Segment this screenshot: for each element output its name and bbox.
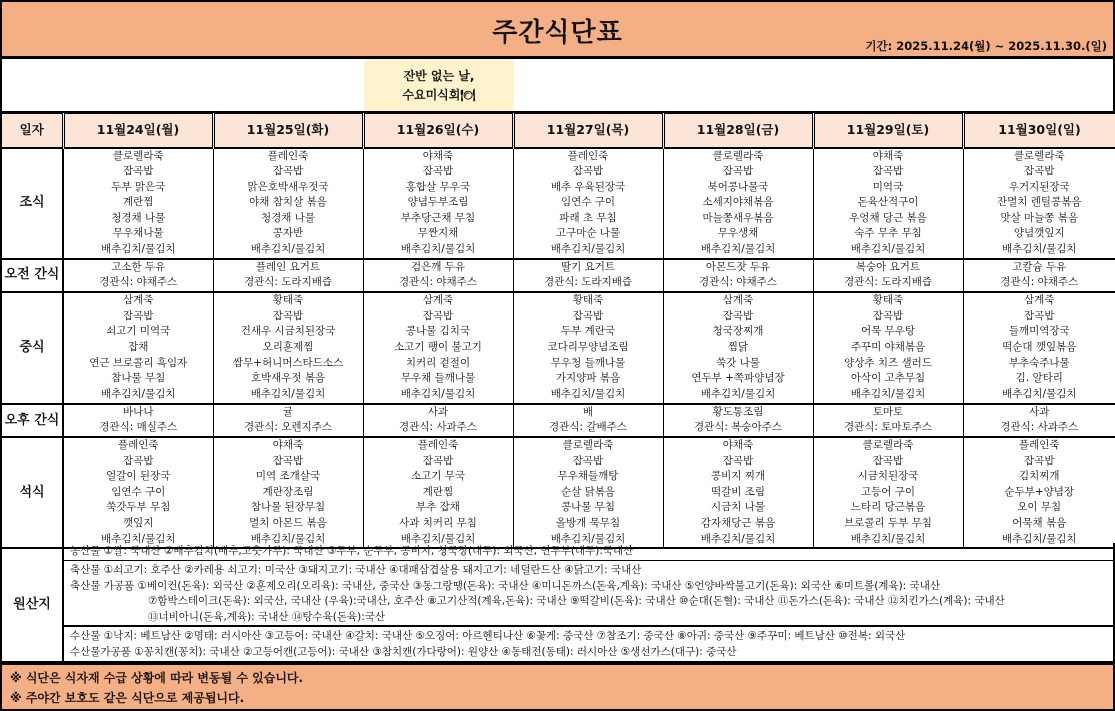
menu-item: 소고기 팽이 불고기 (394, 341, 482, 354)
menu-item: 경관식: 매실주스 (99, 421, 178, 434)
menu-item: 연두부 +쪽파양념장 (691, 372, 785, 385)
menu-item: 잡곡밥 (872, 309, 904, 322)
menu-item: 배추 우육된장국 (550, 180, 626, 193)
menu-item: 배추김치/물김치 (400, 243, 476, 256)
menu-item: 황태죽 (272, 294, 304, 307)
menu-item: 사과 치커리 무침 (399, 517, 477, 529)
menu-item: 올방개 묵무침 (555, 517, 621, 529)
menu-item: 양상추 치즈 샐러드 (844, 356, 932, 369)
menu-item: 야채죽 (722, 439, 754, 452)
footer-notes (0, 663, 1115, 711)
menu-cell (63, 437, 213, 548)
meal-label: 조식 (1, 148, 63, 259)
menu-cell (813, 148, 963, 259)
menu-cell (813, 292, 963, 404)
menu-item: 귤 (282, 405, 294, 418)
menu-item: 순살 닭볶음 (560, 485, 616, 498)
menu-item: 돈육산적구이 (857, 196, 919, 209)
menu-item: 떡순대 깻잎볶음 (1002, 341, 1077, 354)
menu-item: 딸기 요거트 (560, 260, 616, 273)
menu-cell (663, 404, 813, 437)
menu-item: 콩자반 (272, 227, 304, 240)
menu-item: 배추김치/물김치 (250, 243, 326, 256)
menu-item: 쑥갓두부 무침 (106, 501, 171, 514)
meal-label: 오전 간식 (1, 259, 63, 292)
menu-item: 경관식: 복숭아주스 (693, 421, 783, 434)
menu-item: 경관식: 야채주스 (99, 276, 178, 289)
menu-item: 고구마순 나물 (555, 227, 621, 240)
menu-item: 야채죽 (272, 439, 304, 452)
menu-item: 고등어 구이 (860, 485, 916, 498)
meal-label: 오후 간식 (1, 404, 63, 437)
menu-item: 황태죽 (872, 294, 904, 307)
menu-item: 배추김치/물김치 (400, 532, 476, 545)
day-header: 11월29일(토) (813, 114, 963, 148)
menu-item: 잡곡밥 (1024, 165, 1055, 178)
menu-cell (213, 437, 363, 548)
menu-item: 두부 계란국 (560, 325, 616, 338)
menu-item: 김치찌개 (1018, 470, 1060, 483)
menu-item: 배추김치/물김치 (550, 532, 626, 545)
menu-item: 미역국 (872, 180, 904, 193)
menu-item: 참나물 무침 (111, 372, 166, 385)
menu-cell (663, 259, 813, 292)
origin-livestock-processed-3: ⑬너비아니(돈육,계육): 국내산 ⑭탕수육(돈육):국산 (148, 610, 386, 623)
menu-item: 잡곡밥 (1024, 454, 1055, 467)
menu-item: 배추김치/물김치 (550, 387, 626, 400)
notice-line-1: 잔반 없는 날, (403, 69, 475, 83)
menu-item: 코다리무양념조림 (547, 341, 629, 354)
menu-cell (363, 259, 513, 292)
menu-item: 멸치 아몬드 볶음 (249, 517, 327, 529)
menu-item: 삼계죽 (422, 294, 454, 307)
origin-section (0, 543, 1115, 663)
menu-item: 김. 알타리 (1015, 372, 1063, 385)
menu-cell (963, 148, 1115, 259)
menu-item: 두부 맑은국 (111, 180, 166, 193)
menu-item: 오이 무침 (1017, 501, 1062, 514)
menu-item: 청경채 나물 (111, 211, 166, 224)
footer-note: ※ 식단은 식자재 수급 상황에 따라 변동될 수 있습니다. (10, 671, 304, 685)
menu-cell (663, 437, 813, 548)
meal-label: 중식 (1, 292, 63, 404)
menu-item: 경관식: 사과주스 (399, 421, 477, 434)
menu-cell (513, 437, 663, 548)
menu-item: 잡곡밥 (272, 454, 304, 467)
menu-item: 숙주 무추 무침 (854, 227, 922, 240)
menu-cell (963, 259, 1115, 292)
menu-item: 잡곡밥 (872, 165, 904, 178)
page-title: 주간식단표 (492, 18, 623, 48)
menu-item: 잡곡밥 (872, 454, 904, 467)
menu-item: 사과 (1029, 405, 1050, 418)
menu-item: 배추김치/물김치 (700, 243, 776, 256)
menu-item: 삼계죽 (722, 294, 754, 307)
day-header: 11월24일(월) (63, 114, 213, 148)
menu-item: 플레인 요거트 (255, 260, 321, 273)
meal-row (1, 437, 1115, 548)
menu-item: 잔멸치 렌틸콩볶음 (997, 196, 1082, 209)
menu-item: 마늘쫑새우볶음 (702, 211, 774, 224)
menu-item: 떡갈비 조림 (710, 485, 766, 498)
period-label: 기간: 2025.11.24(월) ~ 2025.11.30.(일) (865, 39, 1107, 53)
day-header: 11월28일(금) (663, 114, 813, 148)
menu-item: 청국장찌개 (712, 325, 764, 338)
menu-item: 고소한 두유 (111, 260, 166, 273)
menu-item: 맛살 마늘쫑 볶음 (1000, 211, 1079, 224)
menu-cell (513, 292, 663, 404)
menu-item: 야채죽 (872, 149, 904, 162)
menu-cell (513, 148, 663, 259)
menu-cell (513, 259, 663, 292)
menu-item: 바나나 (123, 405, 154, 418)
menu-item: 배추김치/물김치 (100, 243, 176, 256)
origin-seafood (64, 627, 1113, 661)
menu-item: 배추김치/물김치 (1001, 243, 1077, 256)
notice-cell (364, 59, 514, 111)
menu-item: 클로렐라죽 (862, 439, 914, 452)
meal-row (1, 148, 1115, 259)
menu-item: 삼계죽 (123, 294, 154, 307)
menu-table (0, 113, 1115, 549)
origin-livestock-text: 축산물 ①쇠고기: 호주산 ②카레용 쇠고기: 미국산 ③돼지고기: 국내산 ④대패삼겹살용 돼지고기: 네덜란드산 ④닭고기: 국내산 (70, 564, 642, 576)
menu-item: 잡곡밥 (572, 454, 604, 467)
day-header-row (1, 114, 1115, 148)
menu-item: 치커리 겉절이 (405, 356, 471, 369)
menu-item: 배추김치/물김치 (100, 532, 176, 545)
menu-item: 가지양파 볶음 (555, 372, 621, 385)
title-bar (0, 0, 1115, 59)
menu-item: 어묵채 볶음 (1012, 517, 1067, 529)
menu-item: 배추김치/물김치 (250, 387, 326, 400)
menu-cell (963, 292, 1115, 404)
menu-item: 우엉채 당근 볶음 (849, 211, 927, 224)
meal-row (1, 259, 1115, 292)
menu-cell (963, 437, 1115, 548)
menu-item: 오리훈제찜 (262, 341, 314, 354)
menu-item: 배추김치/물김치 (400, 387, 476, 400)
menu-item: 경관식: 야채주스 (399, 276, 477, 289)
menu-item: 잡곡밥 (422, 309, 454, 322)
menu-item: 홍합살 무우국 (405, 180, 471, 193)
menu-item: 배추김치/물김치 (1001, 532, 1077, 545)
origin-livestock-processed-1: 축산물 가공품 ①베이컨(돈육): 외국산 ②훈제오리(오리육): 국내산, 중국산 ③동그랑땡(돈육): 국내산 ④미니돈까스(돈육,계육): 국내산 ⑤언양바싹불고기(돈육): 외국산 ⑥미트볼(계육): 국내산 (70, 579, 940, 592)
menu-item: 부추당근채 무침 (400, 211, 476, 224)
menu-item: 플레인죽 (417, 439, 459, 452)
menu-item: 경관식: 도라지배즙 (243, 276, 333, 289)
day-header: 11월26일(수) (363, 114, 513, 148)
menu-item: 복숭아 요거트 (855, 260, 921, 273)
menu-cell (63, 404, 213, 437)
day-header: 11월25일(화) (213, 114, 363, 148)
menu-item: 무짠지채 (417, 227, 459, 240)
menu-item: 삼계죽 (1024, 294, 1055, 307)
menu-item: 무우채나물 (112, 227, 164, 240)
menu-item: 경관식: 도라지배즙 (543, 276, 633, 289)
menu-item: 경관식: 야채주스 (699, 276, 777, 289)
menu-item: 잡곡밥 (272, 165, 304, 178)
menu-item: 경관식: 사과주스 (1000, 421, 1079, 434)
menu-item: 사과 (427, 405, 449, 418)
menu-item: 야채 참치살 볶음 (249, 196, 327, 209)
menu-item: 배추김치/물김치 (100, 387, 176, 400)
menu-item: 잡곡밥 (123, 309, 154, 322)
menu-item: 콩나물 무침 (560, 501, 616, 514)
menu-item: 배추김치/물김치 (700, 532, 776, 545)
menu-item: 잡곡밥 (722, 309, 754, 322)
menu-item: 클로렐라죽 (1013, 149, 1065, 162)
menu-item: 어묵 무우탕 (860, 325, 916, 338)
menu-item: 쌈무+허니머스타드소스 (232, 356, 344, 369)
menu-item: 클로렐라죽 (712, 149, 764, 162)
menu-item: 클로렐라죽 (562, 439, 614, 452)
menu-item: 연근 브로콜리 흑임자 (89, 356, 188, 369)
menu-item: 플레인죽 (267, 149, 309, 162)
menu-item: 배추김치/물김치 (550, 243, 626, 256)
meal-row (1, 292, 1115, 404)
menu-cell (813, 404, 963, 437)
menu-item: 플레인죽 (1018, 439, 1060, 452)
menu-item: 계란찜 (123, 196, 154, 209)
menu-item: 얼갈이 된장국 (106, 470, 171, 483)
menu-cell (213, 148, 363, 259)
menu-cell (213, 292, 363, 404)
menu-item: 콩나물 김치국 (405, 325, 471, 338)
menu-cell (363, 292, 513, 404)
menu-item: 무우생채 (717, 227, 759, 240)
menu-item: 건새우 시금치된장국 (240, 325, 336, 338)
menu-item: 잡곡밥 (722, 165, 754, 178)
origin-livestock-processed-2: ⑦함박스테이크(돈육): 외국산, 국내산 (우육):국내산, 호주산 ⑧고기산적(계육,돈육): 국내산 ⑨떡갈비(돈육): 국내산 ⑩순대(돈혈): 국내산 ⑪돈가스(돈육): 국내산 ⑫치킨가스(계육): 국내산 (148, 595, 1005, 608)
meal-row (1, 404, 1115, 437)
menu-item: 배추김치/물김치 (1001, 387, 1077, 400)
menu-item: 참나물 된장무침 (250, 501, 326, 514)
day-header: 11월27일(목) (513, 114, 663, 148)
origin-livestock (64, 561, 1113, 627)
menu-item: 경관식: 오렌지주스 (243, 421, 333, 434)
menu-cell (63, 259, 213, 292)
menu-item: 잡곡밥 (1024, 309, 1055, 322)
menu-item: 무우청 들깨나물 (550, 356, 626, 369)
menu-item: 파래 초 무침 (559, 211, 617, 224)
menu-item: 잡곡밥 (123, 165, 154, 178)
menu-item: 검은깨 두유 (410, 260, 466, 273)
menu-item: 부추 잡채 (416, 501, 460, 514)
menu-item: 경관식: 갈배주스 (549, 421, 627, 434)
menu-item: 쑥갓 나물 (716, 356, 760, 369)
menu-cell (963, 404, 1115, 437)
menu-cell (213, 259, 363, 292)
menu-item: 임연수 구이 (560, 196, 616, 209)
menu-item: 잡곡밥 (272, 309, 304, 322)
menu-item: 북어콩나물국 (707, 180, 769, 193)
day-header: 11월30일(일) (963, 114, 1115, 148)
menu-item: 미역 조개살국 (255, 470, 321, 483)
menu-item: 잡곡밥 (422, 165, 454, 178)
menu-cell (363, 437, 513, 548)
menu-item: 배추김치/물김치 (850, 243, 926, 256)
menu-item: 황태죽 (572, 294, 604, 307)
menu-item: 청경채 나물 (260, 211, 316, 224)
menu-item: 맑은호박새우젓국 (247, 180, 329, 193)
date-label-header: 일자 (1, 114, 63, 148)
menu-item: 콩비지 찌개 (710, 470, 766, 483)
notice-row (0, 59, 1115, 113)
menu-cell (213, 404, 363, 437)
origin-seafood-processed: 수산물가공품 ①꽁치캔(꽁치): 국내산 ②고등어캔(고등어): 국내산 ③참치캔(가다랑어): 원양산 ④동태전(동태): 러시아산 ⑤생선가스(대구): 중국산 (70, 645, 737, 658)
menu-cell (63, 148, 213, 259)
menu-item: 잡곡밥 (572, 165, 604, 178)
menu-item: 느타리 당근볶음 (850, 501, 926, 514)
menu-item: 호박새우젓 볶음 (250, 372, 326, 385)
menu-item: 잡채 (128, 341, 149, 354)
menu-item: 양념두부조림 (407, 196, 469, 209)
menu-item: 시금치된장국 (857, 470, 919, 483)
menu-cell (63, 292, 213, 404)
menu-item: 경관식: 토마토주스 (843, 421, 933, 434)
menu-item: 주꾸미 야채볶음 (850, 341, 926, 354)
menu-item: 배추김치/물김치 (850, 532, 926, 545)
notice-line-2: 수요미식회🍽 (402, 88, 476, 102)
origin-seafood-text: 수산물 ①낙지: 베트남산 ②명태: 러시아산 ③고등어: 국내산 ④갈치: 국내산 ⑤오징어: 아르헨티나산 ⑥꽃게: 중국산 ⑦참조기: 중국산 ⑧아귀: 중국산 ⑨주꾸미: 베트남산 ⑩전복: 외국산 (70, 630, 906, 642)
menu-item: 토마토 (872, 405, 904, 418)
menu-item: 황도통조림 (712, 405, 764, 418)
menu-item: 부추숙주나물 (1008, 356, 1070, 369)
menu-item: 잡곡밥 (422, 454, 454, 467)
menu-item: 배추김치/물김치 (700, 387, 776, 400)
menu-item: 시금치 나물 (710, 501, 766, 514)
menu-item: 소세지야채볶음 (702, 196, 774, 209)
menu-cell (663, 148, 813, 259)
origin-label: 원산지 (2, 543, 64, 661)
menu-item: 경관식: 야채주스 (1000, 276, 1079, 289)
menu-item: 임연수 구이 (111, 485, 166, 498)
menu-cell (813, 437, 963, 548)
menu-item: 찜닭 (727, 341, 749, 354)
menu-item: 경관식: 도라지배즙 (843, 276, 933, 289)
menu-item: 잡곡밥 (123, 454, 154, 467)
menu-cell (663, 292, 813, 404)
menu-item: 계란찜 (422, 485, 454, 498)
menu-item: 클로렐라죽 (112, 149, 164, 162)
menu-item: 아몬드잣 두유 (705, 260, 771, 273)
menu-item: 잡곡밥 (572, 309, 604, 322)
menu-item: 우거지된장국 (1008, 180, 1070, 193)
menu-item: 들깨미역장국 (1008, 325, 1070, 338)
origin-agricultural-text: 농산물 ①쌀: 국내산 ②배추김치(배추,고춧가루): 국내산 ③두부, 순두부, 콩비지, 청국장(대두): 외국산, 연두부(대두):국내산 (70, 545, 634, 557)
meal-label: 석식 (1, 437, 63, 548)
menu-item: 플레인죽 (567, 149, 609, 162)
menu-cell (513, 404, 663, 437)
menu-item: 배추김치/물김치 (850, 387, 926, 400)
menu-item: 감자채당근 볶음 (700, 517, 776, 529)
menu-item: 브로콜리 두부 무침 (844, 517, 932, 529)
menu-item: 무우채 들깨나물 (400, 372, 476, 385)
menu-item: 계란장조림 (262, 485, 314, 498)
menu-item: 양념깻잎지 (1013, 227, 1065, 240)
menu-item: 배추김치/물김치 (250, 532, 326, 545)
menu-item: 소고기 무국 (410, 470, 466, 483)
menu-cell (363, 148, 513, 259)
menu-item: 깻잎지 (123, 517, 154, 529)
footer-note: ※ 주야간 보호도 같은 식단으로 제공됩니다. (10, 691, 245, 705)
menu-item: 순두부+양념장 (1004, 485, 1075, 498)
menu-item: 야채죽 (422, 149, 454, 162)
menu-item: 잡곡밥 (722, 454, 754, 467)
menu-item: 플레인죽 (117, 439, 159, 452)
menu-cell (363, 404, 513, 437)
menu-item: 아삭이 고추무침 (850, 372, 926, 385)
menu-item: 쇠고기 미역국 (106, 325, 171, 338)
menu-item: 무우채들깨탕 (557, 470, 619, 483)
menu-cell (813, 259, 963, 292)
origin-agricultural (64, 543, 1113, 561)
menu-item: 배 (582, 405, 594, 418)
menu-item: 고칼슘 두유 (1012, 260, 1067, 273)
